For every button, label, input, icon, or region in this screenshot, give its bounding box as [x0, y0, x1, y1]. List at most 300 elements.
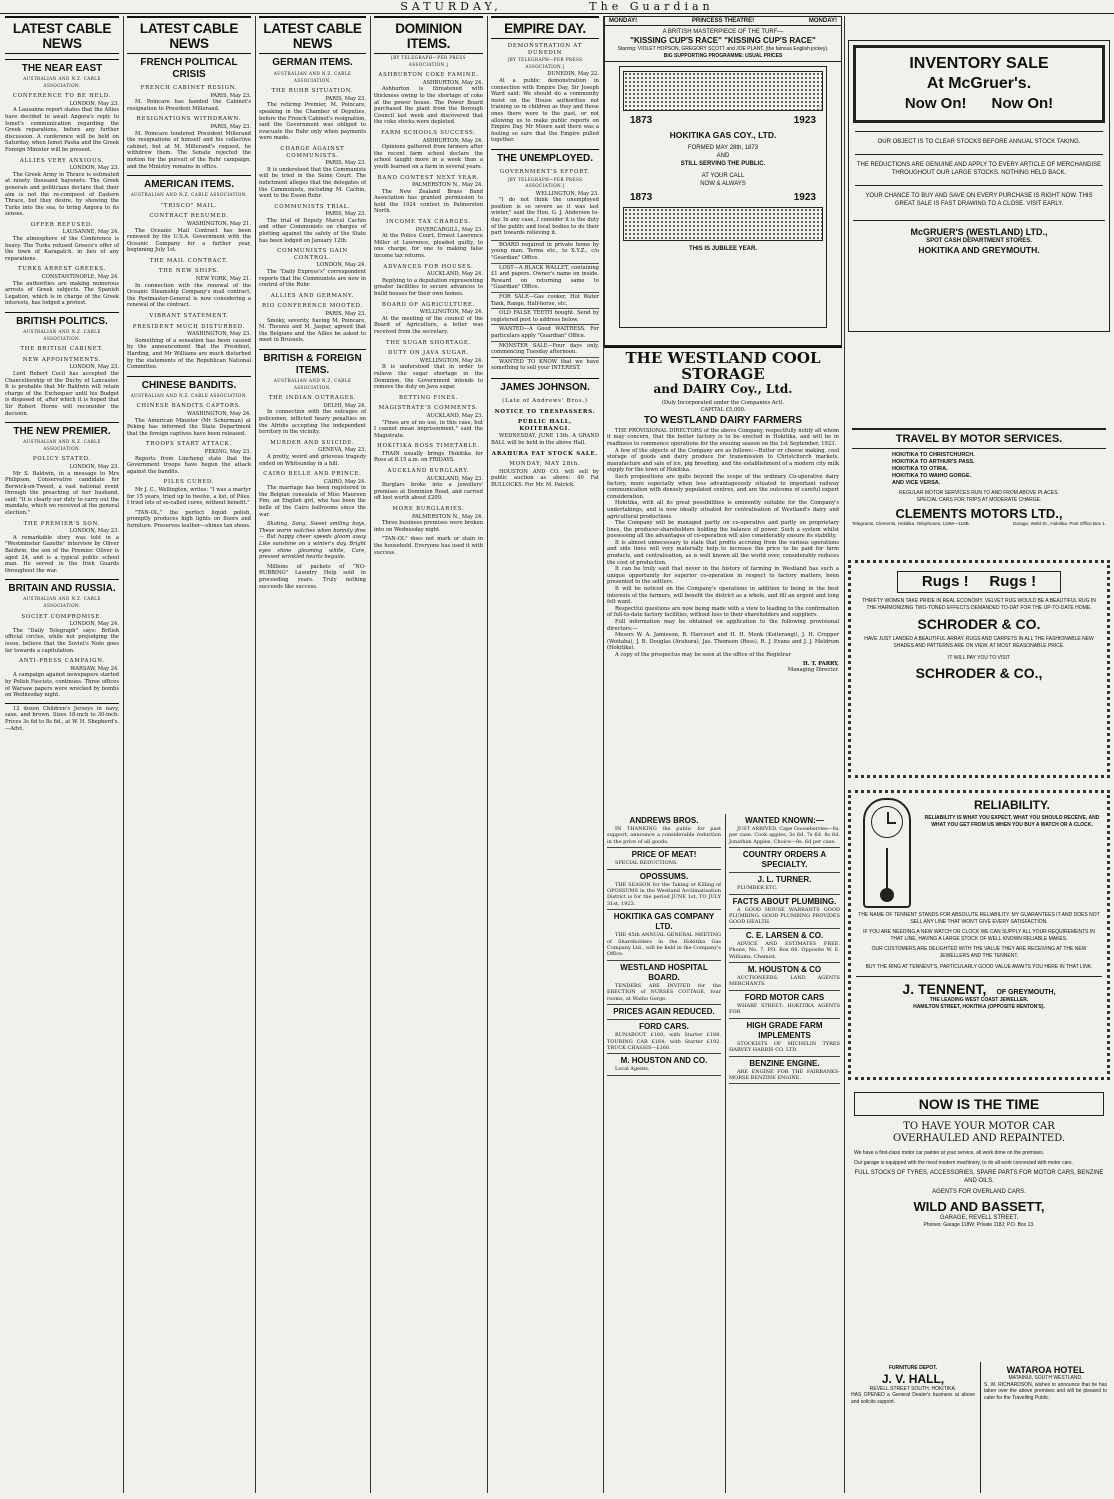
classified-advertisement	[729, 991, 840, 1019]
column-heading: DOMINION ITEMS.	[374, 16, 483, 54]
column-3	[256, 16, 369, 1493]
travel-title: TRAVEL BY MOTOR SERVICES.	[852, 428, 1106, 449]
sale-title-2: At McGruer's.	[926, 75, 1032, 92]
classified-text: Local Agents.	[615, 1066, 650, 1073]
wataroa-hotel-advertisement	[980, 1362, 1110, 1493]
classified-advertisement	[729, 1057, 840, 1085]
dateline: PARIS, May 23.	[325, 95, 366, 102]
travel-route: HOKITIKA TO CHRISTCHURCH.	[892, 452, 975, 458]
classified-text: THE SEASON for the Taking or Killing of OPOSSUMS in the Westland Acclimatisation District is for the period JUNE 1st, TO JULY 31st, 1923.	[607, 881, 721, 907]
gas-company-name: HOKITIKA GAS COY., LTD.	[669, 130, 777, 141]
dateline: CONSTANTINOPLE, May 24.	[41, 274, 119, 281]
reliability-top	[856, 798, 1102, 908]
classified-advertisement	[607, 1054, 721, 1075]
article-subheading: CHARGE AGAINST COMMUNISTS.	[280, 145, 345, 159]
section-heading: BRITAIN AND RUSSIA.	[5, 579, 119, 595]
cable-association-line: AUSTRALIAN AND N.Z. CABLE ASSOCIATION.	[23, 329, 101, 341]
article-subheading: THE SUGAR SHORTAGE.	[385, 339, 472, 346]
classified-title: PRICES AGAIN REDUCED.	[613, 1007, 715, 1017]
classified-title: PRICE OF MEAT!	[631, 850, 697, 860]
hotel-name: WATAROA HOTEL	[1006, 1365, 1085, 1375]
contact-telegrams: Telegrams, Clements, Hokitika. Telephones, 118M—118B.	[852, 521, 970, 527]
notice-paragraph: Hokitika, with all its great possibilities is eminently suitable for the Company's undertakings, and is now ideally situated for centralisation of Westland's dairy and agricultural productions.	[607, 500, 839, 520]
cable-association-line: AUSTRALIAN AND N.Z. CABLE ASSOCIATION.	[273, 71, 352, 83]
section-heading: JAMES JOHNSON.	[491, 378, 599, 394]
decorative-pattern	[623, 71, 823, 111]
notice-paragraph: It can be truly said that never in the history of farming in Westland has such a unique opportunity for superior co-operation in respect to factory matters, been presented to the settlers.	[607, 566, 839, 586]
article-text: The New Zealand Brass Band Association has granted permission to hold the 1924 contest in Palmerston North.	[374, 188, 483, 215]
dateline: LONDON, May 23.	[69, 528, 119, 535]
classified-title: M. HOUSTON & CO	[747, 965, 822, 975]
section-heading: BRITISH POLITICS.	[5, 312, 119, 328]
small-advertisement: WANTED TO KNOW that we have something to sell your INTEREST.	[491, 358, 599, 372]
notice-paragraph: A few of the objects of the Company are as follows:—Butter or cheese making, cool storage of goods and dairy produce for transmission to Christchurch markets, manufacture and sale of ice, pig breeding, and the establishment of a modern city milk supply for the town of Hokitika.	[607, 447, 839, 474]
travel-note: REGULAR MOTOR SERVICES RUN TO AND FROM ABOVE PLACES.	[899, 490, 1059, 496]
article-text: At the Police Court, Ernest Lawrence Miller of Lawrence, pleaded guilty, to one charge, for one to making false income tax returns.	[374, 233, 483, 260]
section-heading: AMERICAN ITEMS.	[127, 175, 251, 191]
year-row	[620, 115, 826, 126]
classified-advertisement	[607, 814, 721, 848]
article-subheading: ADVANCES FOR HOUSES.	[383, 263, 474, 270]
motor-title: NOW IS THE TIME	[854, 1092, 1104, 1116]
dateline: CAIRO, May 24.	[323, 478, 366, 485]
article-subheading: CHINESE BANDITS CAPTORS.	[136, 403, 242, 410]
dateline: PARIS, May 23.	[210, 123, 251, 130]
hall-name: J. V. HALL,	[881, 1371, 945, 1386]
dateline: ASHBURTON, May 24.	[422, 79, 483, 86]
classified-title: OPOSSUMS.	[639, 871, 689, 881]
article-text: The American Minister (Mr Schurman) at Peking has informed the State Department that the foreign captives have been released.	[127, 417, 251, 437]
gas-company-advertisement	[619, 66, 827, 328]
notice-heading: TO WESTLAND DAIRY FARMERS	[643, 415, 803, 427]
article-subheading: ALLIES AND GERMANY.	[270, 292, 355, 299]
cable-association-line: AUSTRALIAN AND N.Z. CABLE ASSOCIATION.	[23, 439, 101, 451]
classified-advertisement	[729, 1019, 840, 1057]
classified-title: FORD CARS.	[639, 1022, 689, 1032]
jubilee-text: THIS IS JUBILEE YEAR.	[689, 246, 757, 253]
reliability-paragraph: THE NAME OF TENNENT STANDS FOR ABSOLUTE RELIABILITY. MY GUARANTEES IT AND DOES NOT SELL ANY LINE THAT WON'T GIVE EVERY SATISFACTION.	[858, 912, 1100, 925]
section-heading: CHINESE BANDITS.	[127, 376, 251, 392]
article-text: A Lausanne report states that the Allies have decided to await Angora's reply to Ismet's communication regarding the Greek reparations, before any further discussion. A conference will be held on Saturday, when Ismet Pasha and the Greek Foreign Minister will be present.	[5, 107, 119, 153]
article-subheading: CONTRACT RESUMED.	[149, 213, 229, 220]
schroder-name: SCHRODER & CO.	[917, 616, 1041, 633]
cable-association-line: [BY TELEGRAPH—PER PRESS ASSOCIATION.]	[391, 55, 466, 67]
article-subheading: COMMUNISTS GAIN CONTROL.	[277, 248, 348, 261]
hall-text: HAS OPENED a General Dealer's business at above and solicits support.	[851, 1392, 975, 1405]
dateline: ASHBURTON, May 24.	[422, 137, 483, 144]
article-text: The marriage has been registered in the Belgian consulate of Miss Maureen Pim, an English girl, who has been the belle of the Cairo ballrooms since the war.	[259, 485, 366, 518]
article-subheading: THE PREMIER'S SON.	[23, 520, 101, 527]
cable-association-line: AUSTRALIAN AND N.Z. CABLE ASSOCIATION.	[273, 377, 352, 390]
classified-text: ADVICE AND ESTIMATES FREE. Phone, No. 7. P.O. Box 66. Opposite W. E. Williams, Chemist.	[729, 940, 840, 960]
tan-ol-advertisement: "TAN-OL," the perfect liquid polish, promptly produces high lights on floors and furniture. Preserves leather—shines tan shoes.	[127, 509, 251, 529]
hall-heading: PUBLIC HALL, KOITERANGI.	[517, 419, 573, 432]
dateline: WASHINGTON, May 21.	[186, 220, 251, 227]
film-title: "KISSING CUP'S RACE" "KISSING CUP'S RACE"	[630, 36, 816, 45]
programme-note: BIG SUPPORTING PROGRAMME: USUAL PRICES	[605, 53, 841, 63]
small-advertisement: LOST—A BLACK WALLET, containing £1 and papers. Owner's name on inside. Reward on returning same to "Guardian" Office.	[491, 264, 599, 291]
notice-paragraph: It will be noticed on the Company's operations in addition to being in the best interests of the farmers, will benefit the district as a whole, and fill an urgent and long felt want.	[607, 586, 839, 606]
article-subheading: ASHBURTON COKE FAMINE.	[378, 72, 479, 79]
dateline: AUCKLAND, May 24.	[426, 271, 483, 278]
article-subheading: INCOME TAX CHARGES.	[386, 219, 471, 226]
cable-association-line: AUSTRALIAN AND N.Z. CABLE ASSOCIATION.	[23, 76, 101, 88]
column-rule	[844, 16, 845, 1493]
classified-advertisement	[729, 873, 840, 894]
classified-text: AUCTIONEERS, LAND AGENTS MERCHANTS.	[729, 975, 840, 988]
travel-route: HOKITIKA TO ARTHUR'S PASS.	[892, 459, 975, 465]
dateline: LAUSANNE, May 24.	[62, 229, 119, 236]
classified-text: RUNABOUT £160; with Starter £188. TOURING CAR £164; with Starter £192. TRUCK CHASSIS—£160.	[607, 1032, 721, 1051]
classified-title: BENZINE ENGINE.	[749, 1058, 820, 1068]
notice-paragraph: Such propositions are quite beyond the scope of the ordinary Co-operative dairy factory, more especially when less advantageously situated to important railway communication with densely populated centres, and are the outcome of careful expert consideration.	[607, 473, 839, 500]
article-subheading: PILES CURED.	[163, 479, 215, 486]
dateline: LONDON, May 24.	[69, 621, 119, 628]
column-heading: LATEST CABLE NEWS	[5, 16, 119, 54]
classified-title: ANDREWS BROS.	[629, 816, 699, 825]
section-heading: THE NEW PREMIER.	[5, 422, 119, 438]
article-text: Replying to a deputation representing greater facilities to secure advances to build houses for their own homes.	[374, 277, 483, 297]
dateline: DELHI, May 24.	[323, 402, 366, 409]
dateline: PARIS, May 23.	[210, 92, 251, 99]
section-heading: THE NEAR EAST	[5, 59, 119, 75]
classified-text: A GOOD HOUSE WARRANTS GOOD PLUMBING. GOOD PLUMBING PROVIDES GOOD HEALTH.	[729, 906, 840, 926]
motor-car-advertisement	[848, 1086, 1110, 1356]
section-heading: GERMAN ITEMS.	[272, 57, 353, 68]
sale-date: MONDAY, MAY 28th.	[509, 461, 581, 468]
article-text: Mr S. Baldwin, in a message to Mrs Philipson, Conservative candidate for Berwick-on-Tweed, a vast national event through the preaching of her husband, said: "It is clearly our duty to carry out the mandate, which we received at the general election."	[5, 470, 119, 517]
notice-paragraph: Full information may be obtained on application to the following provisional directors:—	[607, 619, 839, 632]
dateline: WELLINGTON, May 23.	[535, 190, 599, 197]
classified-advertisement	[729, 848, 840, 873]
rugs-title: Rugs ! Rugs !	[897, 571, 1061, 593]
motor-paragraph: Our garage is equipped with the most modern machinery, to do all work connected with motor cars.	[854, 1159, 1073, 1166]
cable-association-line: AUSTRALIAN AND N.Z. CABLE ASSOCIATION.	[130, 192, 248, 198]
firm-line-2: HOKITIKA AND GREYMOUTH.	[918, 245, 1040, 255]
reliability-advertisement	[848, 790, 1110, 1080]
hall-address: REVELL STREET SOUTH, HOKITIKA.	[869, 1385, 957, 1392]
tennent-name-row	[856, 976, 1102, 997]
notice-paragraph: Respectful questions are now being made with a view to leading to the confirmation of full-to-date factory facilities, without loss to their shareholders and suppliers.	[607, 605, 839, 619]
article-subheading: THE NEW SHIPS.	[158, 268, 220, 275]
cable-association-line: AUSTRALIAN AND N.Z. CABLE ASSOCIATION.	[23, 596, 101, 608]
article-subheading: MURDER AND SUICIDE.	[270, 439, 355, 446]
travel-route: HOKITIKA TO WAIHO GORGE.	[892, 473, 972, 479]
inventory-sale-advertisement	[848, 40, 1110, 332]
article-text: TRAIN usually brings Hokitika for Ross at 8.15 a.m. on FRIDAYS.	[374, 450, 483, 464]
article-text: The atmosphere of the Conference is heavy. The Turks refused Greece's offer of the town of Karagatch, in lieu of any reparations.	[5, 236, 119, 262]
clock-illustration	[856, 798, 918, 908]
reliability-paragraph: IF YOU ARE NEEDING A NEW WATCH OR CLOCK WE CAN SUPPLY ALL YOUR REQUIREMENTS IN THAT LINE, HAVING A LARGE STOCK OF WELL KNOWN RELIABLE MAKES.	[863, 929, 1095, 942]
article-subheading: RESIGNATIONS WITHDRAWN.	[136, 116, 242, 123]
article-subheading: HOKITIKA BOSS TIMETABLE.	[377, 443, 480, 450]
article-text: In connection with the outrages of policemen, inflicted heavy penalties on the Afridis accepting the independent territory in the vicinity.	[259, 409, 366, 436]
reliability-paragraph: OUR CUSTOMERS ARE DELIGHTED WITH THE VALUE THEY ARE RECEIVING AT THE NEW JEWELLERS AND THE TENNENT.	[871, 946, 1087, 959]
classified-text: IN THANKING the public for past support, announce a considerable reduction in the price of all goods.	[607, 826, 721, 845]
film-cast: Starring: VIOLET HOPSON, GREGORY SCOTT and JOE PLANT, (the famous English jockey).	[617, 46, 829, 52]
tennent-town: OF GREYMOUTH,	[996, 989, 1056, 997]
article-text: The Oceanic Mail Contract has been renewed by the U.S.A. Government with the Oceanic Company for a further year, beginning July 1st.	[127, 227, 251, 254]
dateline: PEKING, May 23.	[204, 448, 251, 455]
article-text: "Fines are of no use, in this case, but I cannot mean imprisonment," said the Magistrate.	[374, 419, 483, 439]
decorative-pattern	[623, 207, 823, 241]
and-text: AND	[716, 153, 730, 160]
classified-advertisement	[729, 895, 840, 929]
notice-paragraph: The Company will be managed partly on co-operative and partly on proprietary lines, the producer-shareholders holding the balance of power. Such a system whilst possessing all the advantages of co-operation will also considerably ensure its stability.	[607, 520, 839, 540]
sale-paragraph: THE REDUCTIONS ARE GENUINE AND APPLY TO EVERY ARTICLE OF MERCHANDISE THROUGHOUT OUR LARGE STOCKS. NOTHING HELD BACK.	[855, 154, 1103, 177]
article-text: It is understood that in order to relieve the sugar shortage in the Dominion, the Government intends to remove the duty on Java sugar.	[374, 364, 483, 391]
dateline: AUCKLAND, May 23.	[426, 412, 483, 419]
classified-advertisement	[607, 848, 721, 869]
classified-column-right	[726, 814, 843, 1493]
classified-advertisement	[607, 870, 721, 911]
registrar-title: Managing Director.	[787, 667, 839, 674]
dateline: WELLINGTON, May 24.	[419, 309, 483, 316]
travel-route: HOKITIKA TO OTIRA.	[892, 466, 948, 472]
motor-paragraph: FULL STOCKS OF TYRES, ACCESSORIES, SPARE PARTS FOR MOTOR CARS, BENZINE AND OILS.	[854, 1170, 1104, 1185]
classified-advertisement	[607, 1020, 721, 1054]
small-advertisement: OLD FALSE TEETH bought. Send by registered post to address below.	[491, 310, 599, 323]
travel-route: AND VICE VERSA.	[892, 480, 941, 486]
classified-advertisement	[729, 929, 840, 963]
article-text: The "Daily Express's" correspondent reports that the Communists are now in control of the Ruhr.	[259, 269, 366, 289]
article-text: Reports from Lincheng state that the Government troops have begun the attack against the bandits.	[127, 455, 251, 475]
contact-garage: Garage, Weld St., Hokitika. Post Office Box 1.	[1012, 521, 1106, 527]
article-subheading: TROOPS START ATTACK.	[145, 441, 233, 448]
laundry-advertisement: Millions of packets of "NO-RUBBING" Laundry Help sold in proceeding years. Truly nothing succeeds like success.	[259, 563, 366, 590]
article-text: The retiring Premier, M. Poincare, speaking in the Chamber of Deputies, before the French Cabinet's resignation, said the Government was obliged to evacuate the Ruhr only when payments were made.	[259, 102, 366, 142]
classified-title: WESTLAND HOSPITAL BOARD.	[620, 962, 708, 982]
dateline: LONDON, May 23.	[69, 364, 119, 371]
classified-text: SPECIAL REDUCTIONS.	[615, 860, 678, 867]
column-4	[371, 16, 486, 1493]
article-text: In connection with the renewal of the Oceanic Steamship Company's mail contract, the Postmaster-General is now considering a renewal of the contract.	[127, 282, 251, 309]
article-subheading: CONFERENCE TO BE HELD.	[12, 93, 112, 100]
still-serving: STILL SERVING THE PUBLIC.	[680, 161, 766, 168]
princess-theatre-advertisement	[604, 16, 842, 346]
column-heading: EMPIRE DAY.	[491, 16, 599, 39]
reliability-title: RELIABILITY.	[973, 798, 1050, 812]
classified-title: HOKITIKA GAS COMPANY LTD.	[613, 912, 715, 932]
dateline: AUCKLAND, May 23.	[426, 475, 483, 482]
dateline: WELLINGTON, May 24.	[419, 357, 483, 364]
classified-advertisement	[729, 963, 840, 991]
travel-note-2: SPECIAL CARS FOR TRIPS AT MODERATE CHARGE.	[916, 496, 1042, 503]
wild-bassett-phones: Phones: Garage 118W; Private 118J; P.O. Box 13.	[923, 1222, 1035, 1229]
tennent-name: J. TENNENT,	[902, 981, 987, 998]
article-text: Smoky, severity, having M. Poincare, M. Theunis and M. Jaspar, agreed that the Belgians and the Allies be asked to meet in Brussels.	[259, 317, 366, 344]
small-advertisement: BOARD required in private home by young man. Terms etc., to X.Y.Z., c/o "Guardian" Office.	[491, 241, 599, 262]
year-current: 1923	[793, 115, 816, 127]
sale-paragraph: OUR OBJECT IS TO CLEAR STOCKS BEFORE ANNUAL STOCK TAKING.	[855, 131, 1103, 146]
tan-ol-advertisement: "TAN-OL" does not mark or stain in the household. Everyone has used it with success.	[374, 536, 483, 556]
classified-title: COUNTRY ORDERS A SPECIALTY.	[742, 850, 827, 870]
reliability-paragraph: BUY THE RING AT TENNENT'S, PARTICULARLY GOOD VALUE AWAITS YOU HERE IN THAT LINK.	[865, 963, 1093, 970]
article-text: Something of a sensation has been caused by the announcement that the President, Harding, and Mr Williams are much disturbed by the statements of the Republican National Committee.	[127, 337, 251, 371]
section-heading: FRENCH POLITICAL CRISIS	[140, 57, 238, 80]
rugs-advertisement	[848, 560, 1110, 778]
ball-notice: WEDNESDAY, JUNE 13th. A GRAND BALL will be held in the above Hall.	[491, 433, 599, 446]
article-subheading: THE RUHR SITUATION.	[271, 88, 354, 95]
rugs-paragraph: THRIFTY WOMEN TAKE PRIDE IN REAL ECONOMY. VELVET RUG WOULD BE A BEAUTIFUL RUG IN THE HARMONIZING TWO-TONED EFFECTS DEMANDED TO-DAT FOR THE UP-TO-DATE HOME.	[862, 598, 1096, 611]
article-subheading: BOARD OF AGRICULTURE.	[381, 301, 476, 308]
article-text: The "Daily Telegraph" says: British official circles, while not prejudging the issue, believe that the Soviet's Note goes far towards a capitulation.	[5, 627, 119, 654]
classified-title: WANTED KNOWN:—	[745, 816, 824, 825]
classified-advertisement	[607, 961, 721, 1005]
article-text: At the meeting of the council of the Board of Agriculture, a letter was received from the secretary.	[374, 315, 483, 335]
cable-association-line: [BY TELEGRAPH—PER PRESS ASSOCIATION.]	[507, 176, 583, 189]
article-subheading: POLICY STATED.	[32, 456, 92, 463]
year-row-2	[620, 192, 826, 203]
clements-name: CLEMENTS MOTORS LTD.,	[895, 506, 1063, 522]
dateline: PARIS, May 23.	[325, 160, 366, 167]
article-subheading: RIO CONFERENCE MOOTED.	[261, 303, 364, 310]
jerseys-advertisement: 12 dozen Children's Jerseys in navy, saxe, and brown. Sizes 18-inch to 30-inch. Prices 3s 6d to 8s 6d., at W. H. Shepherd's.—Advt.	[5, 703, 119, 732]
classified-text: STOCKISTS OF MICHELIN TYRES HARVEY HARRIS CO. LTD.	[729, 1040, 840, 1054]
article-text: A campaign against newspapers started by Polish Fascists, continues. Three offices of Warsaw papers were wrecked by bombs on Wednesday night.	[5, 672, 119, 699]
article-text: A remarkable story was told in a "Westminster Gazette" interview by Oliver Baldwin, the son of the Premier. Oliver is aged 24, and is a typical public school man. He served in the Irish Guards throughout the war.	[5, 534, 119, 574]
theatre-line: A BRITISH MASTERPIECE OF THE TURF—	[662, 29, 784, 35]
article-subheading: BETTING FINES.	[399, 394, 458, 401]
article-text: Ashburton is threatened with thickness owing to the shortage of coke at the power house. The Power Board purchased the plant from the Borough Council last week and discovered that the coke stocks were depleted.	[374, 86, 483, 126]
column-5	[488, 16, 602, 1493]
section-heading: BRITISH & FOREIGN ITEMS.	[259, 349, 366, 377]
section-heading: THE UNEMPLOYED.	[491, 149, 599, 165]
wild-bassett-address: GARAGE, REVELL STREET.	[939, 1215, 1019, 1222]
small-advertisement: MONSTER SALE—Four days only, commencing Tuesday afternoon.	[491, 342, 599, 356]
column-heading: LATEST CABLE NEWS	[259, 16, 366, 54]
article-subheading: ANTI-PRESS CAMPAIGN.	[19, 658, 105, 665]
reliability-paragraph: RELIABILITY IS WHAT YOU EXPECT, WHAT YOU SHOULD RECEIVE, AND WHAT YOU GET FROM US WHEN YOU BUY A WATCH OR A CLOCK.	[924, 815, 1100, 828]
rugs-paragraph: HAVE JUST LANDED A BEAUTIFUL ARRAY. RUGS AND CARPETS IN ALL THE FASHIONABLE NEW SHADES AND PATTERNS ARE ON VIEW. AT MOST REASONABLE PRICE.	[864, 636, 1094, 649]
formed-date: FORMED MAY 28th, 1873	[687, 145, 759, 152]
masthead-paper: The Guardian	[589, 0, 714, 13]
article-text: Mr J. C., Wellington, writes: "I was a martyr for 15 years, tried up to twelve, a list, of Piles. I tried lots of so-called cures, without benefit."	[127, 486, 251, 507]
classified-advertisement	[607, 1005, 721, 1020]
dateline: LONDON, May 23.	[69, 463, 119, 470]
theatre-banner	[605, 17, 841, 26]
article-text: M. Poincare tendered President Millerand the resignations of himself and his collective cabinet, but at M. Millerand's request, he withdrew them. The Senate rejected the motion for the pursuit of the Ruhr campaign, and the Ministry remains in office.	[127, 130, 251, 170]
classified-title: FORD MOTOR CARS	[744, 992, 825, 1002]
article-text: At a public demonstration in connection with Empire Day, Sir Joseph Ward said: We should do a community insist on the House authorities not training us in children as they and those ones there were to the past, or not allowing us to make public reports on Empire Day. Mr Moore said there was a feeling so sure that the Empire pulled together.	[491, 77, 599, 144]
cable-association-line: [BY TELEGRAPH—PER PRESS ASSOCIATION.]	[507, 57, 583, 69]
article-subheading: SOCIET COMPROMISE.	[21, 613, 103, 620]
notice-paragraph: Messrs W. A. Jamieson, R. Harcourt and H. H. Monk (Koiterangi), J. H. Cropper (Woitaha), J. B. Douglas (Arahura), Jas. Thomson (Ross), R. J. Evans and J. J. Meldrum (Hokitika).	[607, 632, 839, 652]
article-text: The Greek Army in Thrace is estimated at ninety thousand bayonets. The Greek generals and politicians declare that their aim is not the re-conquest of Eastern Thrace, but they desire, by showing the Turks into the sea, to bring Angora to its senses.	[5, 171, 119, 218]
classified-title: C. E. LARSEN & CO.	[745, 930, 824, 940]
article-subheading: CAIRO BELLE AND PRINCE.	[263, 471, 362, 478]
capital: CAPITAL £5,000.	[700, 406, 746, 413]
dateline: NEW YORK, May 21.	[195, 276, 251, 283]
schroder-name-2: SCHRODER & CO.,	[915, 664, 1043, 681]
call-text: AT YOUR CALL	[701, 173, 745, 180]
classified-advertisement	[729, 814, 840, 848]
dateline: PARIS, May 23.	[325, 211, 366, 218]
theatre-name: PRINCESS THEATRE!	[691, 18, 755, 24]
article-subheading: MAGISTRATE'S COMMENTS.	[378, 405, 479, 412]
small-advertisement: WANTED—A Good WAITRESS. For particulars apply "Guardian" Office.	[491, 326, 599, 339]
year-current: 1923	[793, 192, 816, 204]
furniture-heading: FURNITURE DEPOT.	[888, 1365, 938, 1371]
classified-text: JUST ARRIVED. Cape Gooseberries—6s. per case. Cook apples, 3s 6d, 7s 6d. 8s 6d. Jonathan Apples, Choice—8s. 6d per case.	[729, 826, 840, 845]
motor-paragraph: We have a first-class motor car painter at your service, all work done on the premises.	[854, 1150, 1044, 1156]
dateline: WASHINGTON, May 23.	[186, 331, 251, 338]
article-subheading: NEW APPOINTMENTS.	[22, 356, 102, 363]
classified-text: PLUMBER ETC.	[737, 885, 778, 892]
motor-services-advertisement	[848, 424, 1110, 554]
article-subheading: ALLIES VERY ANXIOUS.	[19, 157, 105, 164]
dateline: WASHINGTON, May 24.	[186, 410, 251, 417]
dateline: LONDON, May 24.	[316, 262, 366, 269]
dateline: GENEVA, May 23.	[318, 447, 366, 454]
rugs-visit: IT WILL PAY YOU TO VISIT	[948, 655, 1010, 662]
small-advertisement: FOR SALE—Gas cooker, Hot Water Tank, Range, Half-horse, etc.	[491, 294, 599, 307]
classified-column-left	[604, 814, 724, 1493]
sale-heading: ARAHURA FAT STOCK SALE.	[491, 450, 599, 457]
article-subheading: OFFER REFUSED.	[30, 221, 94, 228]
article-text: M. Poincare has handed the Cabinet's resignation to President Millerand.	[127, 99, 251, 112]
tennent-address: HAMILTON STREET, HOKITIKA (OPPOSITE RENTON'S).	[913, 1003, 1045, 1010]
westland-cool-storage-notice	[604, 346, 842, 810]
article-subheading: THE INDIAN OUTRAGES.	[268, 395, 357, 402]
firm-name: McGRUER'S (WESTLAND) LTD.,	[853, 220, 1105, 237]
dateline: PALMERSTON N., May 24.	[411, 182, 483, 189]
article-subheading: THE BRITISH CABINET.	[20, 346, 104, 353]
dateline: INVERCARGILL, May 23.	[415, 226, 483, 233]
dateline: LONDON, May 23.	[69, 165, 119, 172]
company-title: THE WESTLAND COOL STORAGE	[625, 349, 821, 383]
sale-title: INVENTORY SALE	[909, 55, 1049, 72]
notice-paragraph: THE PROVISIONAL DIRECTORS of the above Company, respectfully notify all whom it may concern, that the butter factory is to be erected in Hokitika, and will be in readiness to commence operations for the ensuing season on the 1st September, 1923.	[607, 427, 839, 447]
article-text: "I do not think the unemployed position is so severe as it was last winter," said the Hon. G. J. Anderson to-day. In any case, I consider it is the duty of the public and local bodies to do their part towards relieving it.	[491, 197, 599, 237]
year-founded: 1873	[630, 192, 653, 204]
article-text: The trial of Deputy Marcel Cachin and other Communists on charges of plotting against the safety of the State has been lodged on January 12th.	[259, 217, 366, 244]
notice-paragraph: A copy of the prospectus may be seen at the office of the Registrar	[615, 651, 791, 658]
article-subheading: VIBRANT STATEMENT.	[149, 313, 229, 320]
company-title-2: and DAIRY Coy., Ltd.	[653, 382, 793, 396]
dateline: LONDON, May 23.	[69, 100, 119, 107]
article-subheading: MORE BURGLARIES.	[392, 506, 465, 513]
article-subheading: GOVERNMENT'S EFFORT.	[499, 168, 591, 175]
column-1	[2, 16, 122, 1493]
column-heading: LATEST CABLE NEWS	[127, 16, 251, 54]
call-text-2: NOW & ALWAYS	[700, 181, 746, 188]
sale-title-3: Now On! Now On!	[904, 95, 1054, 112]
classified-title: HIGH GRADE FARM IMPLEMENTS	[746, 1020, 823, 1040]
article-subheading: DEMONSTRATION AT DUNEDIN	[507, 43, 583, 56]
classified-title: M. HOUSTON AND CO.	[620, 1056, 708, 1066]
article-subheading: PRESIDENT MUCH DISTURBED.	[132, 323, 246, 330]
article-subheading: AUCKLAND BURGLARY.	[387, 468, 470, 475]
article-subheading: FARM SCHOOLS SUCCESS.	[381, 129, 476, 136]
wild-bassett-name: WILD AND BASSETT,	[913, 1199, 1045, 1215]
incorporation-note: (Duly Incorporated under the Companies Act).	[661, 400, 785, 406]
article-text: It is understood that the Communists will be tried in the Seine Court. The indictment alleges that the delegates of the Communists, including M. Cachin, went to the Essen Ruhr.	[259, 166, 366, 200]
registrar-name: H. T. PARRY,	[802, 660, 839, 667]
article-text: A pretty, weird and grievous tragedy ended on Whitsunday in a hill.	[259, 453, 366, 467]
article-subheading: THE MAIL CONTRACT.	[149, 257, 229, 264]
article-text: Opinions gathered from farmers after the recent farm school declare the school taught more in a week than a youth learned on a farm in several years.	[374, 144, 483, 170]
article-subheading: COMMUNISTS TRIAL.	[274, 203, 351, 210]
year-founded: 1873	[630, 115, 653, 127]
column-2	[124, 16, 254, 1493]
contact-row	[852, 521, 1106, 527]
masthead-day: SATURDAY,	[400, 0, 502, 13]
firm-line: SPOT CASH DEPARTMENT STORES.	[926, 238, 1032, 244]
cable-association-line: AUSTRALIAN AND N.Z. CABLE ASSOCIATION.	[130, 392, 248, 398]
article-subheading: (Late of Andrews' Bros.)	[502, 397, 588, 404]
classified-text: THE 45th ANNUAL GENERAL MEETING of Shareholders in the Hokitika Gas Company Ltd., will be held in the Company's Office.	[607, 932, 721, 958]
